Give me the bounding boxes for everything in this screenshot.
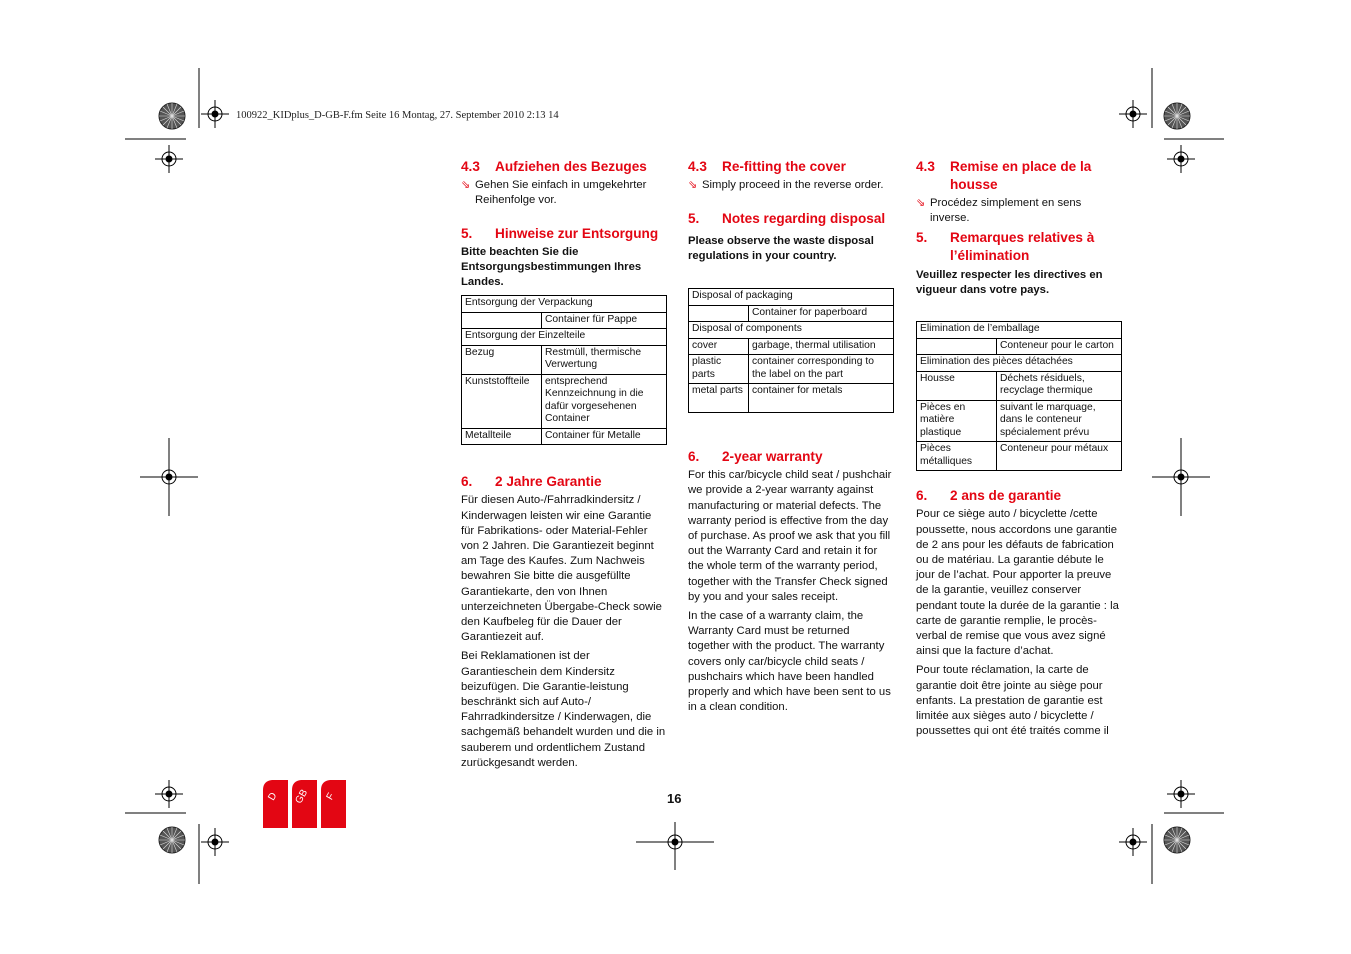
heading-fr-5: 5. Remarques relatives à l’élimination [916,230,1095,264]
svg-text:D: D [266,790,280,803]
heading-fr-6: 6. 2 ans de garantie [916,488,1062,504]
language-tab-gb [292,780,317,828]
disposal-note-en: Please observe the waste disposal regulations in your country. [688,235,874,263]
language-tab-d [263,780,288,828]
hollow-arrow-icon: ⇘ [688,179,698,191]
warranty-de-p1: Für diesen Auto-/Fahrradkindersitz / Kinderwagen leisten wir eine Garantie für Fabrikations- oder Material-Fehler von 2 Jahren. Die Garantiezeit beginnt am Tage des Kaufes. Zum Nachweis bewahren Sie bitte die ausgefüllte Garantiekarte, den von Ihnen unterzeichneten Übergabe-Check sowie den Kaufbeleg für die Dauer der Garantiezeit auf. [461,494,662,644]
hollow-arrow-icon: ⇘ [916,197,926,209]
column-fr [916,158,1122,743]
heading-en-4-3: 4.3 Re-fitting the cover [688,159,846,174]
page-number: 16 [667,791,682,806]
column-de [461,158,667,775]
svg-text:GB: GB [293,787,311,806]
warranty-de-p2: Bei Reklamationen ist der Garantieschein dem Kindersitz beizufügen. Die Garantie-leistung beschränkt sich auf Auto-/ Fahrradkindersitze / Kinderwagen, die sachgemäß behandelt wurden und die in sauberem und ordentlichem Zustand zurückgesandt werden. [461,650,666,769]
heading-de-5: 5. Hinweise zur Entsorgung [461,226,659,242]
column-en [688,158,894,719]
instruction-de: ⇘ Gehen Sie einfach in umgekehrter Reihenfolge vor. [461,178,667,208]
disposal-note-de: Bitte beachten Sie die Entsorgungsbestimmungen Ihres Landes. [461,246,642,289]
hollow-arrow-icon: ⇘ [461,179,471,191]
disposal-table-en: Disposal of packaging Container for paperboard Disposal of components cover garbage, thermal utilisation plastic parts container corresponding to the label on the part metal parts container for metals [688,288,894,413]
language-tabs [262,778,352,830]
heading-en-6: 6. 2-year warranty [688,449,823,465]
disposal-table-fr: Elimination de l’emballage Conteneur pour le carton Elimination des pièces détachées Housse Déchets résiduels, recyclage thermique Pièces en matière plastique suivant le marquage, dans le conteneur spécialement prévu Pièces métalliques Conteneur pour métaux [916,321,1122,471]
warranty-en-p1: For this car/bicycle child seat / pushchair we provide a 2-year warranty against manufacturing or material defects. The warranty period is effective from the day of purchase. As proof we ask that you fill out the Warranty Card and retain it for the whole term of the warranty period, together with the Transfer Check signed by you and your sales receipt. [688,469,892,603]
svg-text:F: F [324,791,338,803]
heading-de-6: 6. 2 Jahre Garantie [461,474,602,490]
instruction-fr: ⇘ Procédez simplement en sens inverse. [916,196,1122,226]
heading-en-5: 5. Notes regarding disposal [688,211,886,227]
heading-de-4-3: 4.3 Aufziehen des Bezuges [461,159,647,174]
instruction-en: ⇘ Simply proceed in the reverse order. [688,178,894,193]
disposal-table-de: Entsorgung der Verpackung Container für Pappe Entsorgung der Einzelteile Bezug Restmüll, thermische Verwertung Kunststoffteile entsprechend Kennzeichnung in die dafür vorgesehenen Container Metallteile Container für Metalle [461,295,667,445]
disposal-note-fr: Veuillez respecter les directives en vigueur dans votre pays. [916,269,1103,297]
language-tab-f [321,780,346,828]
warranty-fr-p1: Pour ce siège auto / bicyclette /cette poussette, nous accordons une garantie de 2 ans pour les défauts de fabrication ou de matériau. La garantie débute le jour de l’achat. Pour apporter la preuve de la garantie, veuillez conserver pendant toute la durée de la garantie : la carte de garantie remplie, le procès-verbal de remise que vous avez signé ainsi que la facture d’achat. [916,508,1119,658]
file-header: 100922_KIDplus_D-GB-F.fm Seite 16 Montag, 27. September 2010 2:13 14 [236,110,559,121]
warranty-fr-p2: Pour toute réclamation, la carte de garantie doit être jointe au siège pour enfants. La prestation de garantie est limitée aux sièges auto / bicyclette / poussettes qui ont été traités comme il [916,664,1109,738]
warranty-en-p2: In the case of a warranty claim, the Warranty Card must be returned together with the product. The warranty covers only car/bicycle child seats / pushchairs which have been handled properly and which have been sent to us in a clean condition. [688,610,891,714]
heading-fr-4-3: 4.3 Remise en place de la housse [916,159,1092,192]
